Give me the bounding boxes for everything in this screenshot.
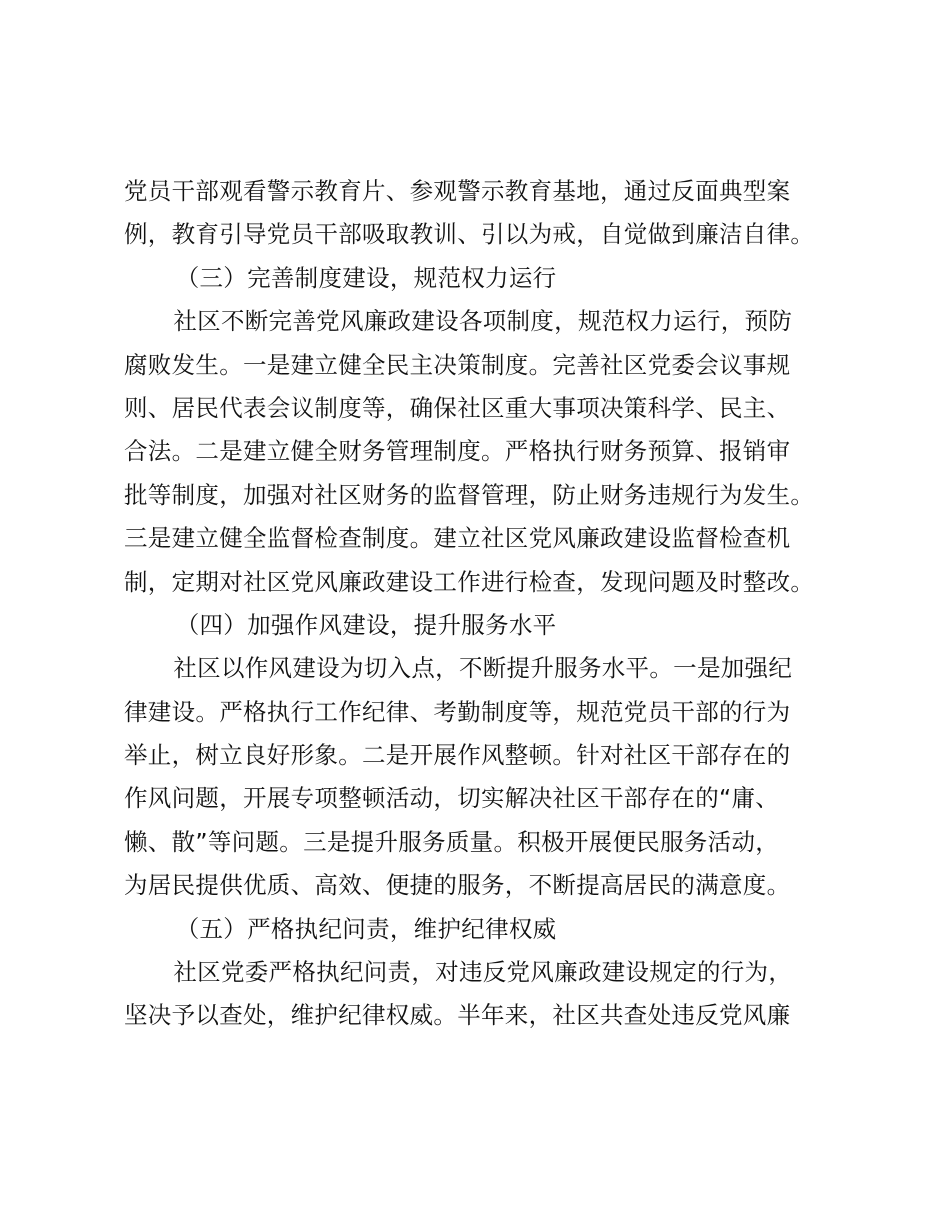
paragraph-start-line: 社区以作风建设为切入点，不断提升服务水平。一是加强纪: [173, 654, 793, 683]
body-line: 则、居民代表会议制度等，确保社区重大事项决策科学、民主、: [124, 393, 791, 422]
body-line: 合法。二是建立健全财务管理制度。严格执行财务预算、报销审: [124, 437, 791, 466]
body-line: 坚决予以查处，维护纪律权威。半年来，社区共查处违反党风廉: [124, 1001, 791, 1030]
body-line: 腐败发生。一是建立健全民主决策制度。完善社区党委会议事规: [124, 350, 791, 379]
section-heading-4: （四）加强作风建设，提升服务水平: [175, 610, 557, 639]
paragraph-start-line: 社区党委严格执纪问责，对违反党风廉政建设规定的行为，: [173, 958, 793, 987]
section-heading-3: （三）完善制度建设，规范权力运行: [175, 263, 557, 292]
body-line: 三是建立健全监督检查制度。建立社区党风廉政建设监督检查机: [124, 524, 791, 553]
body-line: 作风问题，开展专项整顿活动，切实解决社区干部存在的“庸、: [124, 784, 780, 813]
body-line: 举止，树立良好形象。二是开展作风整顿。针对社区干部存在的: [124, 741, 791, 770]
body-line: 例，教育引导党员干部吸取教训、引以为戒，自觉做到廉洁自律。: [124, 220, 815, 249]
body-line: 制，定期对社区党风廉政建设工作进行检查，发现问题及时整改。: [124, 567, 815, 596]
body-line: 批等制度，加强对社区财务的监督管理，防止财务违规行为发生。: [124, 480, 815, 509]
body-line: 党员干部观看警示教育片、参观警示教育基地，通过反面典型案: [124, 177, 791, 205]
paragraph-start-line: 社区不断完善党风廉政建设各项制度，规范权力运行，预防: [173, 307, 793, 336]
body-line: 律建设。严格执行工作纪律、考勤制度等，规范党员干部的行为: [124, 697, 791, 726]
body-line: 懒、散”等问题。三是提升服务质量。积极开展便民服务活动，: [124, 827, 780, 856]
body-line: 为居民提供优质、高效、便捷的服务，不断提高居民的满意度。: [124, 871, 791, 900]
section-heading-5: （五）严格执纪问责，维护纪律权威: [175, 914, 557, 943]
document-body: [124, 170, 836, 1038]
